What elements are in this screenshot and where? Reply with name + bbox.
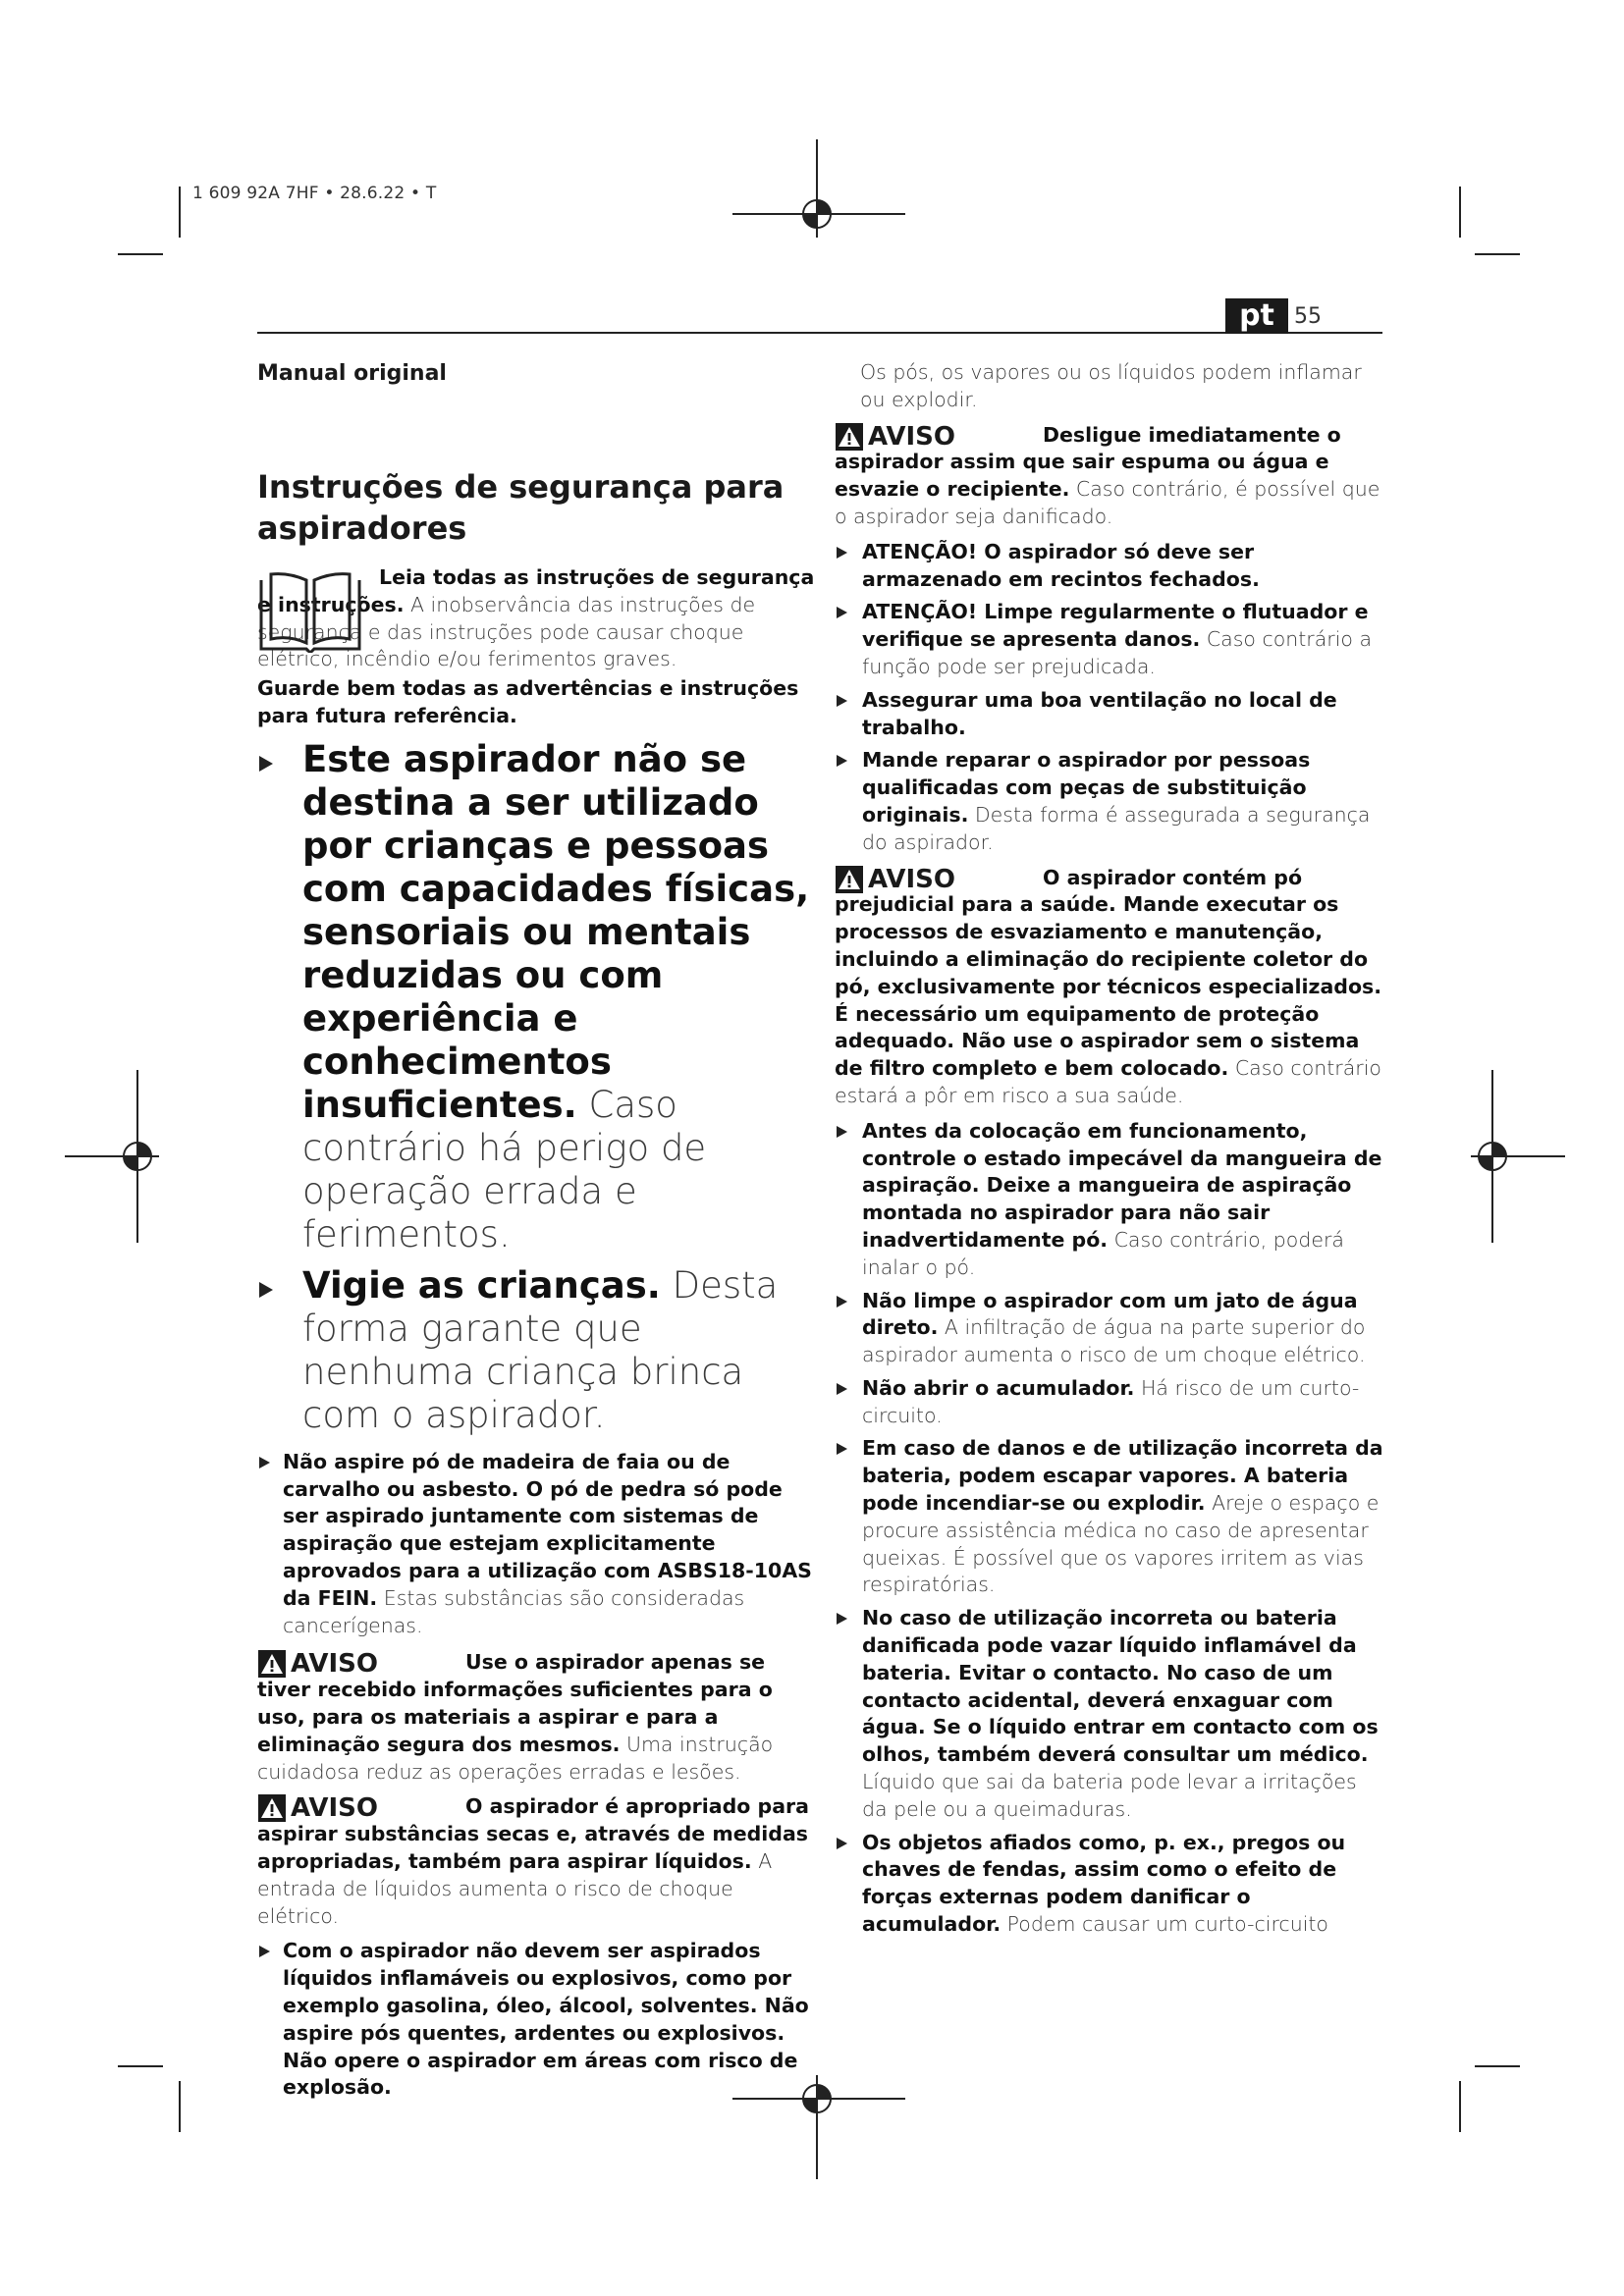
crop-mark <box>118 253 163 255</box>
warning-block <box>835 422 1384 531</box>
bullet-arrow-icon <box>837 1383 847 1395</box>
bullet-arrow-icon <box>837 695 847 707</box>
keep-instructions-note: Guarde bem todas as advertências e instruções para futura referência. <box>257 676 799 727</box>
bullet-arrow-icon <box>837 547 847 559</box>
warning-text: Uma instrução cuidadosa reduz as operações erradas e lesões. <box>257 1732 774 1784</box>
item-text: Caso contrário há perigo de operação errada e ferimentos. <box>302 1083 707 1255</box>
header-rule <box>257 332 1382 334</box>
item-text: Caso contrário a função pode ser prejudicada. <box>862 627 1373 678</box>
item-bold-text: Assegurar uma boa ventilação no local de trabalho. <box>862 687 1337 739</box>
warning-text: Caso contrário, é possível que o aspirador seja danificado. <box>835 477 1380 528</box>
crop-mark <box>1475 253 1520 255</box>
read-instructions-bold: Leia todas as instruções de segurança e instruções. <box>257 565 815 616</box>
list-item <box>835 1375 1384 1430</box>
item-text: Líquido que sai da bateria pode levar a irritações da pele ou a queimaduras. <box>862 1770 1357 1821</box>
item-text: Há risco de um curto-circuito. <box>862 1375 1360 1427</box>
warning-bold-text: Desligue imediatamente o aspirador assim que sair espuma ou água e esvazie o recipiente. <box>835 422 1341 502</box>
list-item <box>835 1830 1384 1939</box>
list-item <box>835 1605 1384 1823</box>
warning-label-text: AVISO <box>291 1649 378 1680</box>
warning-bold-text: Use o aspirador apenas se tiver recebido informações suficientes para o uso, para os materiais a aspirar e para a eliminação segura dos mesmos. <box>257 1650 773 1756</box>
item-text: Areje o espaço e procure assistência médica no caso de apresentar queixas. É possível que os vapores irritem as vias respiratórias. <box>862 1491 1380 1597</box>
item-bold-text: Não aspire pó de madeira de faia ou de carvalho ou asbesto. O pó de pedra só pode ser aspirado juntamente com sistemas de aspiração que estejam explicitamente aprovados para a utilização com ASBS18-10AS da FEIN. <box>283 1449 812 1610</box>
warning-label-text: AVISO <box>868 421 955 452</box>
warning-triangle-icon <box>835 422 864 452</box>
bullet-arrow-icon <box>837 1443 847 1455</box>
bullet-arrow-icon <box>837 1838 847 1849</box>
registration-mark-icon <box>1469 1068 1567 1245</box>
bullet-arrow-icon <box>837 755 847 767</box>
item-text: Podem causar um curto-circuito <box>1001 1912 1328 1937</box>
manual-label: Manual original <box>257 361 447 386</box>
item-bold-text: Com o aspirador não devem ser aspirados líquidos inflamáveis ou explosivos, como por exemplo gasolina, óleo, álcool, solventes. Não aspire pós quentes, ardentes ou explosivos. Não opere o aspirador em áreas com risco de explosão. <box>283 1939 809 2100</box>
bullet-arrow-icon <box>837 607 847 618</box>
warning-label <box>835 422 955 452</box>
crop-mark <box>1459 2081 1461 2132</box>
bullet-arrow-icon <box>259 756 273 772</box>
list-item <box>835 687 1384 742</box>
bullet-arrow-icon <box>837 1613 847 1625</box>
bullet-arrow-icon <box>259 1946 270 1957</box>
warning-label-text: AVISO <box>291 1793 378 1824</box>
crop-mark <box>1475 2065 1520 2067</box>
warning-block <box>835 865 1384 1110</box>
list-item <box>257 1938 817 2102</box>
item-bold-text: No caso de utilização incorreta ou bateria danificada pode vazar líquido inflamável da bateria. Evitar o contacto. No caso de um contacto acidental, deverá enxaguar com água. Se o líquido entrar em contacto com os olhos, também deverá consultar um médico. <box>862 1606 1379 1767</box>
item-bold-text: ATENÇÃO! O aspirador só deve ser armazenado em recintos fechados. <box>862 539 1260 591</box>
warning-triangle-icon <box>257 1793 287 1823</box>
left-column <box>257 361 817 2102</box>
document-id: 1 609 92A 7HF • 28.6.22 • T <box>192 184 437 203</box>
warning-bold-text: O aspirador é apropriado para aspirar substâncias secas e, através de medidas apropriadas, também para aspirar líquidos. <box>257 1794 809 1873</box>
registration-mark-icon <box>63 1068 161 1245</box>
crop-mark <box>118 2065 163 2067</box>
warning-label <box>257 1793 378 1823</box>
read-instructions-text: A inobservância das instruções de segurança e das instruções pode causar choque elétrico, incêndio e/ou ferimentos graves. <box>257 592 756 671</box>
crop-mark <box>179 187 181 238</box>
warning-text: Caso contrário estará a pôr em risco a sua saúde. <box>835 1056 1381 1107</box>
warning-label <box>257 1649 378 1679</box>
warning-block <box>257 1649 817 1786</box>
warning-text: A entrada de líquidos aumenta o risco de choque elétrico. <box>257 1848 773 1928</box>
list-item <box>257 1264 817 1437</box>
list-item <box>835 599 1384 680</box>
list-item <box>835 1435 1384 1599</box>
list-item <box>835 747 1384 856</box>
bullet-arrow-icon <box>259 1457 270 1468</box>
warning-label <box>835 865 955 894</box>
warning-triangle-icon <box>835 865 864 894</box>
crop-mark <box>179 2081 181 2132</box>
manual-book-icon <box>257 570 363 653</box>
bullet-arrow-icon <box>837 1296 847 1308</box>
item-bold-text: Mande reparar o aspirador por pessoas qualificadas com peças de substituição originais. <box>862 748 1311 827</box>
item-text: A infiltração de água na parte superior do aspirador aumenta o risco de um choque elétrico. <box>862 1315 1366 1367</box>
item-text: Caso contrário, poderá inalar o pó. <box>862 1227 1344 1279</box>
warning-label-text: AVISO <box>868 864 955 894</box>
warning-bold-text: O aspirador contém pó prejudicial para a saúde. Mande executar os processos de esvaziamento e manutenção, incluindo a eliminação do recipiente coletor do pó, exclusivamente por técnicos especializados. É necessário um equipamento de proteção adequado. Não use o aspirador sem o sistema de filtro completo e bem colocado. <box>835 865 1382 1081</box>
item-bold-text: Vigie as crianças. <box>302 1263 661 1307</box>
continued-text: Os pós, os vapores ou os líquidos podem inflamar ou explodir. <box>860 360 1362 411</box>
warning-triangle-icon <box>257 1649 287 1679</box>
item-bold-text: Os objetos afiados como, p. ex., pregos ou chaves de fendas, assim como o efeito de forças externas podem danificar o acumulador. <box>862 1830 1346 1937</box>
warning-block <box>257 1793 817 1930</box>
list-item <box>835 539 1384 594</box>
item-text: Estas substâncias são consideradas cancerígenas. <box>283 1585 745 1637</box>
item-text: Desta forma garante que nenhuma criança brinca com o aspirador. <box>302 1263 779 1436</box>
read-instructions-block <box>257 564 817 673</box>
item-text: Desta forma é assegurada a segurança do aspirador. <box>862 802 1371 854</box>
registration-mark-icon <box>731 137 907 240</box>
crop-mark <box>1459 187 1461 238</box>
bullet-arrow-icon <box>837 1126 847 1138</box>
item-bold-text: Este aspirador não se destina a ser utilizado por crianças e pessoas com capacidades físicas, sensoriais ou mentais reduzidas ou com experiência e conhecimentos insuficientes. <box>302 737 810 1126</box>
item-bold-text: ATENÇÃO! Limpe regularmente o flutuador e verifique se apresenta danos. <box>862 600 1369 652</box>
list-item <box>257 1449 817 1640</box>
list-item <box>257 738 817 1256</box>
bullet-arrow-icon <box>259 1282 273 1298</box>
list-item <box>835 1118 1384 1282</box>
page-number: 55 <box>1294 304 1322 329</box>
item-bold-text: Não abrir o acumulador. <box>862 1375 1135 1400</box>
language-badge: pt <box>1225 298 1288 334</box>
item-bold-text: Antes da colocação em funcionamento, controle o estado impecável da mangueira de aspiração. Deixe a mangueira de aspiração montada no aspirador para não sair inadvertidamente pó. <box>862 1118 1382 1252</box>
item-bold-text: Não limpe o aspirador com um jato de água direto. <box>862 1288 1358 1340</box>
item-bold-text: Em caso de danos e de utilização incorreta da bateria, podem escapar vapores. A bateria pode incendiar-se ou explodir. <box>862 1436 1383 1516</box>
list-item <box>835 1288 1384 1369</box>
section-title: Instruções de segurança para aspiradores <box>257 468 785 547</box>
right-column <box>835 359 1384 1939</box>
